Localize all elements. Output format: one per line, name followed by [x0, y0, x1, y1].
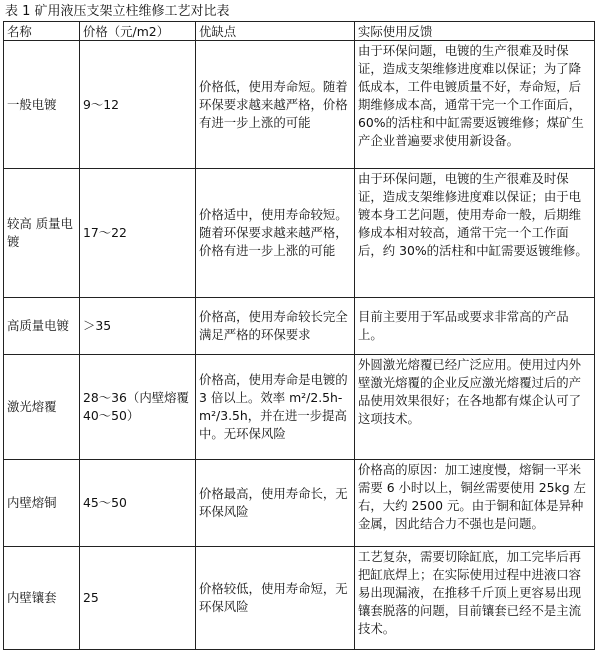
cell-name: 一般电镀 — [4, 41, 80, 169]
cell-name: 激光熔覆 — [4, 355, 80, 460]
cell-pros-cons: 价格高，使用寿命较长完全满足严格的环保要求 — [196, 298, 355, 355]
cell-feedback: 工艺复杂，需要切除缸底，加工完毕后再把缸底焊上；在实际使用过程中进液口容易出现漏液，在推移千斤顶上更容易出现镶套脱落的问题，目前镶套已经不是主流技术。 — [355, 547, 595, 650]
table-row — [4, 547, 595, 650]
table-row — [4, 298, 595, 355]
cell-price: 17～22 — [80, 169, 196, 298]
cell-price: 45～50 — [80, 460, 196, 547]
table-row — [4, 355, 595, 460]
cell-feedback: 由于环保问题，电镀的生产很难及时保证，造成支架维修进度难以保证；为了降低成本，工件电镀质量不好，寿命短，后期维修成本高，通常干完一个工作面后，60%的活柱和中缸需要返镀维修；煤矿生产企业普遍要求使用新设备。 — [355, 41, 595, 169]
cell-feedback: 外圆激光熔覆已经广泛应用。使用过内外壁激光熔覆的企业反应激光熔覆过后的产品使用效果很好；在各地都有煤企认可了这项技术。 — [355, 355, 595, 460]
cell-name: 内壁熔铜 — [4, 460, 80, 547]
cell-name: 较高 质量电镀 — [4, 169, 80, 298]
header-feedback: 实际使用反馈 — [355, 22, 595, 41]
table-row — [4, 41, 595, 169]
header-pros-cons: 优缺点 — [196, 22, 355, 41]
cell-name: 内壁镶套 — [4, 547, 80, 650]
cell-price: ＞35 — [80, 298, 196, 355]
header-price: 价格（元/m2） — [80, 22, 196, 41]
cell-price: 28～36（内壁熔覆 40～50） — [80, 355, 196, 460]
cell-feedback: 目前主要用于军品或要求非常高的产品上。 — [355, 298, 595, 355]
cell-feedback: 由于环保问题，电镀的生产很难及时保证，造成支架维修进度难以保证；由于电镀本身工艺问题，使用寿命一般，后期维修成本相对较高，通常干完一个工作面后，约 30%的活柱和中缸需要返镀维修。 — [355, 169, 595, 298]
cell-pros-cons: 价格较低，使用寿命短，无环保风险 — [196, 547, 355, 650]
cell-pros-cons: 价格适中，使用寿命较短。随着环保要求越来越严格，价格有进一步上涨的可能 — [196, 169, 355, 298]
cell-name: 高质量电镀 — [4, 298, 80, 355]
table-caption: 表 1 矿用液压支架立柱维修工艺对比表 — [5, 4, 230, 19]
cell-feedback: 价格高的原因：加工速度慢，熔铜一平米需要 6 小时以上，铜丝需要使用 25kg 左右，大约 2500 元。由于铜和缸体是异种金属，因此结合力不强也是问题。 — [355, 460, 595, 547]
table-row — [4, 460, 595, 547]
table-header-row — [4, 22, 595, 41]
cell-pros-cons: 价格最高，使用寿命长，无环保风险 — [196, 460, 355, 547]
cell-pros-cons: 价格低，使用寿命短。随着环保要求越来越严格，价格有进一步上涨的可能 — [196, 41, 355, 169]
cell-pros-cons: 价格高，使用寿命是电镀的 3 倍以上。效率 m²/2.5h-m²/3.5h，并在进一步提高中。无环保风险 — [196, 355, 355, 460]
header-name: 名称 — [4, 22, 80, 41]
table-row — [4, 169, 595, 298]
comparison-table — [3, 21, 595, 650]
cell-price: 9～12 — [80, 41, 196, 169]
cell-price: 25 — [80, 547, 196, 650]
